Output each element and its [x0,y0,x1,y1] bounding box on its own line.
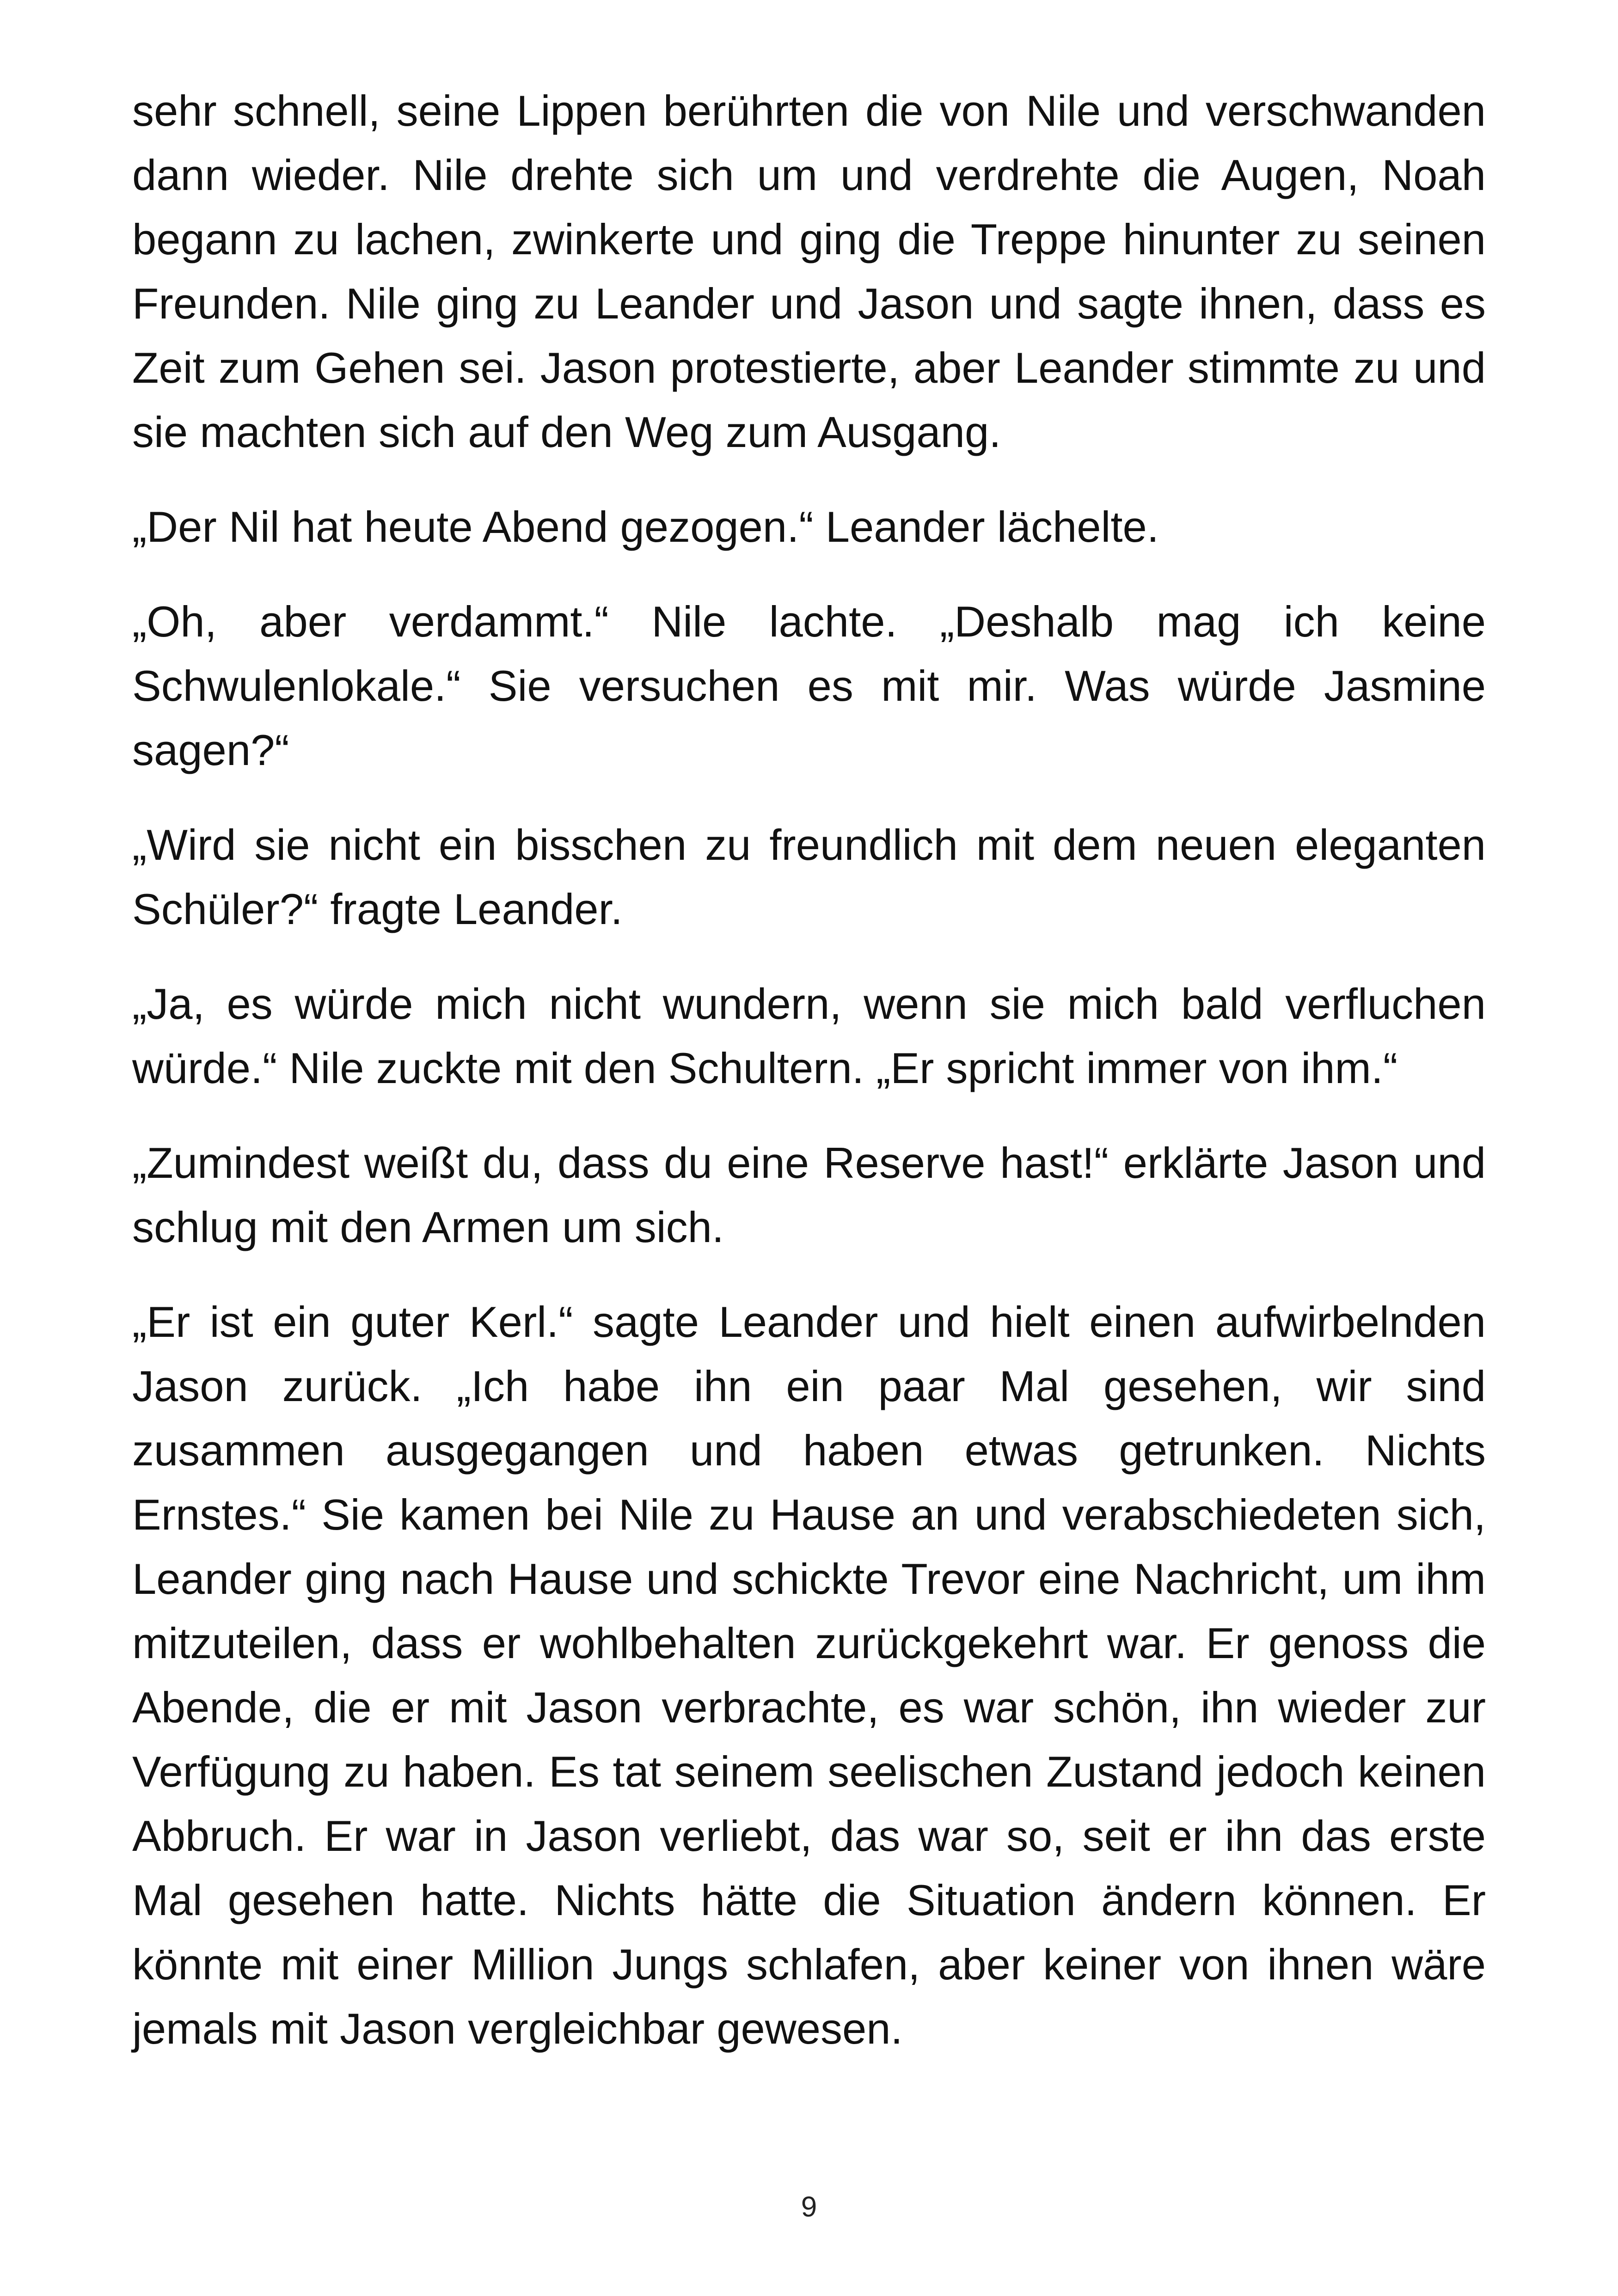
paragraph: „Er ist ein guter Kerl.“ sagte Leander und hielt einen aufwirbelnden Jason zurück. „Ich habe ihn ein paar Mal gesehen, wir sind zusammen ausgegangen und haben etwas getrunken. Nichts Ernstes.“ Sie kamen bei Nile zu Hause an und verabschiedeten sich, Leander ging nach Hause und schickte Trevor eine Nachricht, um ihm mitzuteilen, dass er wohlbehalten zurückgekehrt war. Er genoss die Abende, die er mit Jason verbrachte, es war schön, ihn wieder zur Verfügung zu haben. Es tat seinem seelischen Zustand jedoch keinen Abbruch. Er war in Jason verliebt, das war so, seit er ihn das erste Mal gesehen hatte. Nichts hätte die Situation ändern können. Er könnte mit einer Million Jungs schlafen, aber keiner von ihnen wäre jemals mit Jason vergleichbar gewesen. [132,1298,1486,2053]
paragraph: „Der Nil hat heute Abend gezogen.“ Leander lächelte. [132,502,1159,551]
paragraph: „Ja, es würde mich nicht wundern, wenn sie mich bald verfluchen würde.“ Nile zuckte mit den Schultern. „Er spricht immer von ihm.“ [132,980,1486,1092]
page-number: 9 [801,2191,817,2223]
paragraph: sehr schnell, seine Lippen berührten die von Nile und verschwanden dann wieder. Nile drehte sich um und verdrehte die Augen, Noah begann zu lachen, zwinkerte und ging die Treppe hinunter zu seinen Freunden. Nile ging zu Leander und Jason und sagte ihnen, dass es Zeit zum Gehen sei. Jason protestierte, aber Leander stimmte zu und sie machten sich auf den Weg zum Ausgang. [132,86,1486,456]
body-text [132,79,1486,2091]
paragraph: „Zumindest weißt du, dass du eine Reserve hast!“ erklärte Jason und schlug mit den Armen um sich. [132,1139,1486,1251]
paragraph: „Wird sie nicht ein bisschen zu freundlich mit dem neuen eleganten Schüler?“ fragte Leander. [132,820,1486,933]
paragraph: „Oh, aber verdammt.“ Nile lachte. „Deshalb mag ich keine Schwulenlokale.“ Sie versuchen es mit mir. Was würde Jasmine sagen?“ [132,597,1486,774]
